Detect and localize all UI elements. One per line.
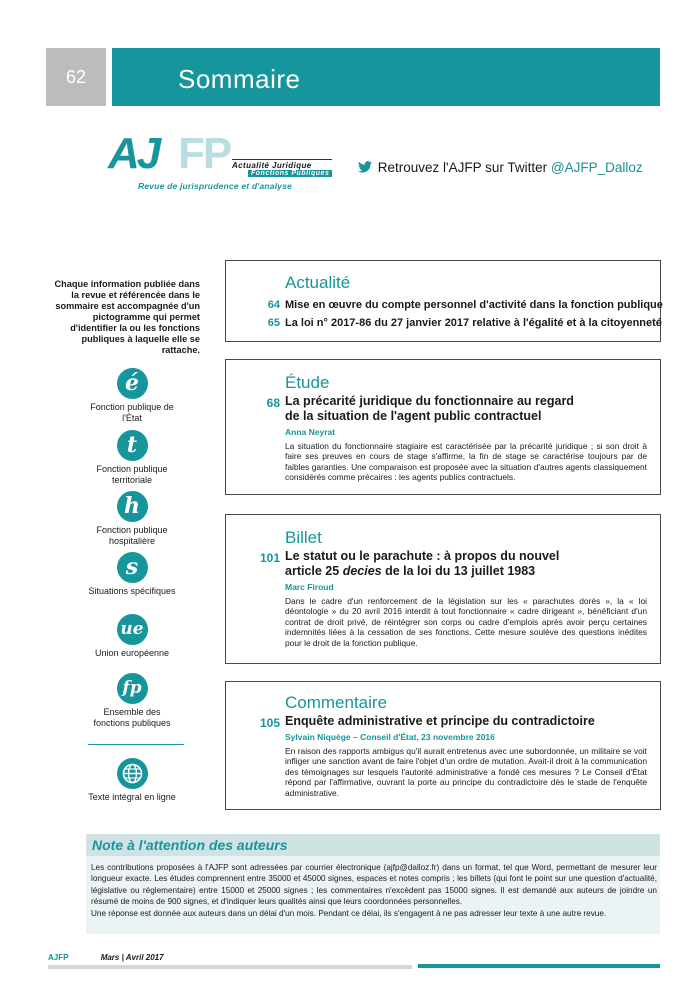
section-etude [225, 359, 661, 495]
pictogram-label: Union européenne [94, 648, 170, 658]
logo-line-3: Revue de jurisprudence et d'analyse [138, 181, 293, 191]
entry-author: Sylvain Niquège – Conseil d'État, 23 novembre 2016 [285, 732, 495, 742]
footer [48, 953, 412, 969]
divider [88, 744, 184, 745]
entry-abstract: En raison des rapports ambigus qu'il aurait entretenus avec une subordonnée, un militaire se voit infliger une sanction avant de faire l'objet d'un ordre de mutation. Avait-il droit à la communication des témoignages sur lesquels l'autorité administrative a fondé ces mesures ? Le Conseil d'État répond par l'affirmative, ouvrant la porte au principe du contradictoire dès le stade de l'enquête administrative. [285, 746, 647, 798]
logo-mark-fp: FP [178, 129, 231, 178]
title-part: article 25 [285, 564, 343, 578]
authors-note-header [86, 834, 660, 856]
pictogram-texte-integral [86, 758, 178, 803]
territoriale-icon: t [117, 430, 148, 461]
title-part-italic: decies [342, 564, 382, 578]
page-title: Sommaire [178, 64, 301, 94]
page-ref[interactable]: 64 [267, 299, 280, 311]
footer-accent-bar [418, 964, 660, 968]
page-ref[interactable]: 68 [266, 396, 280, 410]
entry-title[interactable]: La loi n° 2017-86 du 27 janvier 2017 relative à l'égalité et à la citoyenneté [285, 317, 662, 329]
entry-abstract: La situation du fonctionnaire stagiaire est caractérisée par la précarité juridique ; si son droit à faire ses preuves en cours de stage s'affirme, la fin de stage se caractérise toujours par de faibles garanties. Une comparaison est proposée avec la situation d'autres agents classiquement considérés comme précaires : les agents publics contractuels. [285, 441, 647, 483]
section-title: Actualité [285, 273, 351, 292]
twitter-handle[interactable]: @AJFP_Dalloz [550, 160, 643, 175]
pictogram-label: Ensemble des fonctions publiques [93, 707, 171, 728]
twitter-promo[interactable] [358, 160, 643, 176]
situations-icon: s [117, 552, 148, 583]
fonctions-publiques-icon: fp [117, 673, 148, 704]
page-ref[interactable]: 101 [259, 551, 280, 565]
pictogram-label: Fonction publique hospitalière [96, 525, 168, 546]
page-number: 62 [46, 48, 106, 106]
pictogram-territoriale [86, 430, 178, 485]
logo-mark-aj: AJ [108, 129, 159, 178]
entry-abstract: Dans le cadre d'un renforcement de la législation sur les « parachutes dorés », la « loi déontologie » du 20 avril 2016 interdit à tout fonctionnaire « cadre dirigeant », bénéficiant d'un contrat de droit privé, de réintégrer son corps ou cadre d'emplois après avoir perçu certaines indemnités liées à la cessation de ses fonctions. Cette mesure soulève des questions inédites pour le droit de la fonction publique. [285, 596, 647, 648]
pictogram-fp [86, 673, 178, 728]
etat-icon: é [117, 368, 148, 399]
entry-title[interactable]: Mise en œuvre du compte personnel d'activité dans la fonction publique [285, 299, 663, 311]
authors-note-body [91, 862, 657, 919]
entry-author: Marc Firoud [285, 582, 334, 592]
pictogram-situations [86, 552, 178, 597]
page-ref[interactable]: 105 [259, 716, 280, 730]
note-paragraph: Une réponse est donnée aux auteurs dans un délai d'un mois. Pendant ce délai, ils s'engagent à ne pas adresser leur texte à une autre revue. [91, 908, 607, 918]
section-title: Commentaire [285, 693, 388, 712]
entry-title-line-2[interactable] [285, 564, 535, 579]
section-commentaire [225, 681, 661, 810]
globe-icon [117, 758, 148, 789]
note-paragraph: Les contributions proposées à l'AJFP sont adressées par courrier électronique (ajfp@dalloz.fr) dans un format, tel que Word, permettant de mesurer leur longueur exacte. Les études comprennent entre 35000 et 45000 signes, espaces et notes compris ; les billets (qui font le point sur une question d'actualité, législative ou réglementaire) entre 15000 et 25000 signes ; les commentaires n'excèdent pas 15000 signes. Il est demandé aux auteurs de joindre un résumé de moins de 900 signes, et d'indiquer leurs qualités ainsi que leurs coordonnées personnelles. [91, 863, 657, 907]
pictogram-label: Situations spécifiques [88, 586, 176, 596]
authors-note-title: Note à l'attention des auteurs [92, 837, 288, 853]
pictogram-label: Fonction publique de l'État [90, 402, 174, 423]
pictogram-label: Texte intégral en ligne [88, 792, 176, 802]
entry-author: Anna Neyrat [285, 427, 336, 437]
twitter-text: Retrouvez l'AJFP sur Twitter [377, 160, 551, 175]
pictogram-label: Fonction publique territoriale [96, 464, 168, 485]
ajfp-logo [108, 130, 348, 192]
pictogram-ue [86, 614, 178, 659]
union-europeenne-icon: ue [117, 614, 148, 645]
section-title: Billet [285, 528, 322, 547]
section-actualite [225, 260, 661, 342]
section-billet [225, 514, 661, 664]
logo-line-1: Actualité Juridique [232, 159, 332, 170]
pictogram-hospitaliere [86, 491, 178, 546]
twitter-bird-icon [358, 161, 374, 176]
header-bar [112, 48, 660, 106]
page-ref[interactable]: 65 [267, 317, 280, 329]
entry-title[interactable]: La précarité juridique du fonctionnaire au regard de la situation de l'agent public contractuel [285, 394, 574, 423]
entry-title[interactable]: Enquête administrative et principe du contradictoire [285, 714, 595, 728]
pictogram-etat [86, 368, 178, 423]
hospitaliere-icon: h [117, 491, 148, 522]
entry-title-line-1[interactable]: Le statut ou le parachute : à propos du nouvel [285, 549, 560, 563]
logo-line-2: Fonctions Publiques [248, 170, 332, 177]
footer-issue: Mars | Avril 2017 [100, 953, 164, 962]
pictogram-intro: Chaque information publiée dans la revue et référencée dans le sommaire est accompagnée d'un pictogramme qui permet d'identifier la ou les fonctions publiques à laquelle elle se rattache. [54, 279, 200, 355]
footer-journal: AJFP [48, 953, 69, 962]
section-title: Étude [285, 373, 330, 392]
title-part: de la loi du 13 juillet 1983 [381, 564, 536, 578]
